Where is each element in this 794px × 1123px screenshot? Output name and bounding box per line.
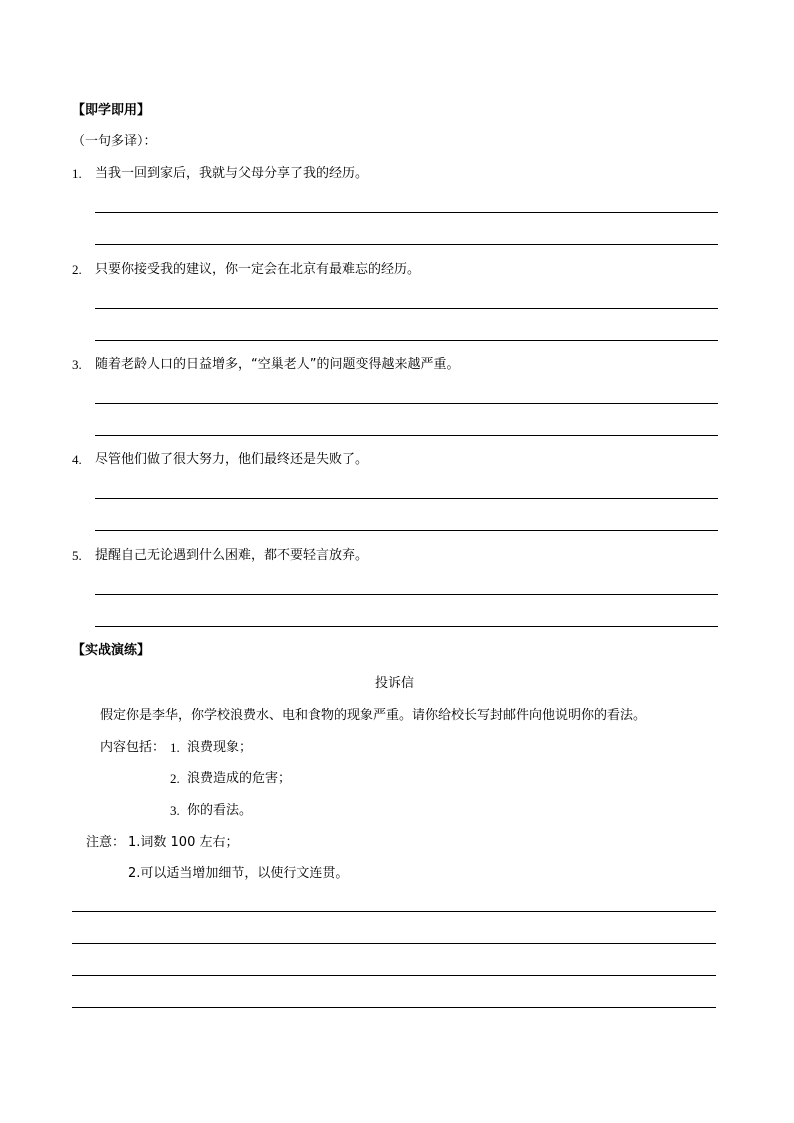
item-number: 2. [72, 262, 82, 277]
answer-line [95, 340, 718, 341]
section-heading-practice: 【即学即用】 [72, 103, 151, 118]
item-text: 尽管他们做了很大努力，他们最终还是失败了。 [95, 452, 369, 467]
writing-line [72, 975, 716, 976]
item-number: 5. [72, 548, 82, 563]
content-item-number: 3. [170, 803, 180, 818]
content-item-text: 你的看法。 [187, 803, 253, 818]
letter-title: 投诉信 [375, 676, 415, 691]
item-text: 当我一回到家后，我就与父母分享了我的经历。 [95, 166, 369, 181]
note-details: 2.可以适当增加细节，以使行文连贯。 [128, 866, 349, 881]
writing-line [72, 1007, 716, 1008]
item-text: 提醒自己无论遇到什么困难，都不要轻言放弃。 [95, 548, 369, 563]
item-text: 只要你接受我的建议，你一定会在北京有最难忘的经历。 [95, 262, 421, 277]
note-word-count: 1.词数 100 左右； [128, 835, 239, 850]
answer-line [95, 498, 718, 499]
answer-line [95, 626, 718, 627]
writing-line [72, 943, 716, 944]
content-item-text: 浪费现象； [187, 740, 253, 755]
task-prompt: 假定你是李华，你学校浪费水、电和食物的现象严重。请你给校长写封邮件向他说明你的看法。 [100, 708, 647, 723]
item-number: 1. [72, 166, 82, 181]
answer-line [95, 244, 718, 245]
section-heading-exercise: 【实战演练】 [72, 643, 151, 658]
content-item-number: 2. [170, 771, 180, 786]
answer-line [95, 594, 718, 595]
notes-label: 注意： [86, 835, 126, 850]
answer-line [95, 212, 718, 213]
section-subheading: （一句多译）： [72, 134, 157, 149]
writing-line [72, 911, 716, 912]
item-number: 4. [72, 452, 82, 467]
content-item-number: 1. [170, 740, 180, 755]
answer-line [95, 308, 718, 309]
item-text: 随着老龄人口的日益增多，“空巢老人”的问题变得越来越严重。 [95, 357, 460, 372]
answer-line [95, 403, 718, 404]
answer-line [95, 435, 718, 436]
item-number: 3. [72, 357, 82, 372]
answer-line [95, 530, 718, 531]
content-item-text: 浪费造成的危害； [187, 771, 292, 786]
content-label: 内容包括： [100, 740, 166, 755]
